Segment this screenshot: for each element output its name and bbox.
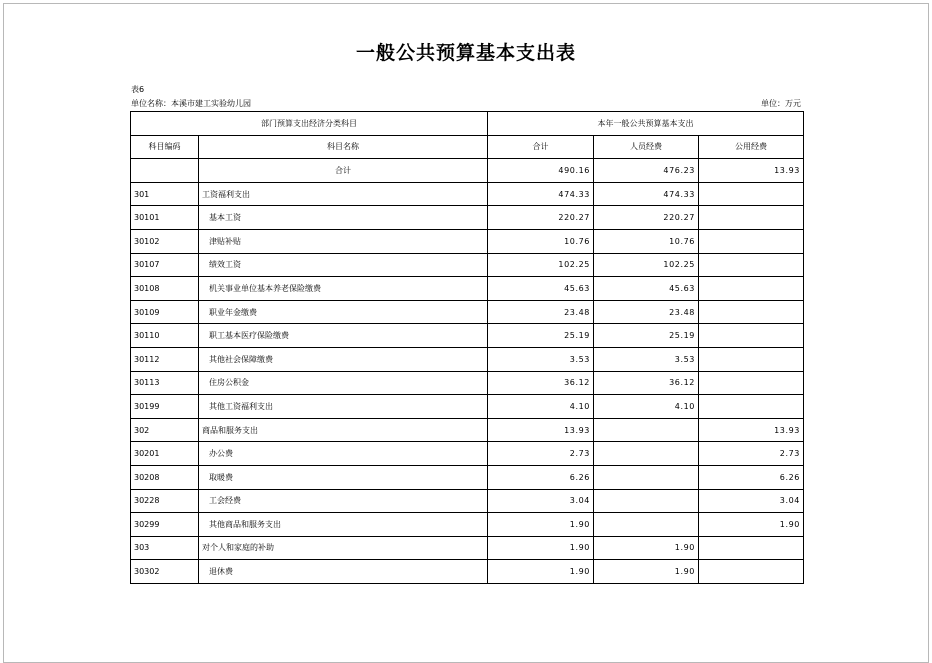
row-code: 30302 <box>131 560 199 584</box>
row-public <box>699 277 804 301</box>
row-name: 基本工资 <box>199 206 488 230</box>
row-code: 30199 <box>131 395 199 419</box>
table-row <box>131 206 804 230</box>
row-public: 13.93 <box>699 418 804 442</box>
row-public <box>699 300 804 324</box>
header-row-group <box>131 112 804 136</box>
row-name: 职业年金缴费 <box>199 300 488 324</box>
table-row <box>131 300 804 324</box>
row-total: 2.73 <box>488 442 594 466</box>
row-code: 30113 <box>131 371 199 395</box>
row-public <box>699 371 804 395</box>
table-row <box>131 465 804 489</box>
row-personnel <box>594 418 699 442</box>
total-personnel: 476.23 <box>594 159 699 183</box>
row-total: 45.63 <box>488 277 594 301</box>
header-public: 公用经费 <box>699 135 804 159</box>
row-code: 30109 <box>131 300 199 324</box>
row-personnel: 474.33 <box>594 182 699 206</box>
row-name: 机关事业单位基本养老保险缴费 <box>199 277 488 301</box>
table-row <box>131 324 804 348</box>
row-code: 30110 <box>131 324 199 348</box>
row-total: 6.26 <box>488 465 594 489</box>
total-row <box>131 159 804 183</box>
row-code: 30102 <box>131 229 199 253</box>
table-row <box>131 371 804 395</box>
table-row <box>131 347 804 371</box>
row-public <box>699 536 804 560</box>
row-personnel: 4.10 <box>594 395 699 419</box>
row-personnel: 102.25 <box>594 253 699 277</box>
row-name: 其他商品和服务支出 <box>199 513 488 537</box>
header-name: 科目名称 <box>199 135 488 159</box>
row-name: 工会经费 <box>199 489 488 513</box>
row-personnel: 10.76 <box>594 229 699 253</box>
row-personnel: 1.90 <box>594 536 699 560</box>
table-row <box>131 536 804 560</box>
row-name: 津贴补贴 <box>199 229 488 253</box>
row-personnel <box>594 442 699 466</box>
row-personnel: 36.12 <box>594 371 699 395</box>
header-code: 科目编码 <box>131 135 199 159</box>
row-code: 303 <box>131 536 199 560</box>
budget-table <box>130 111 804 584</box>
header-row-columns <box>131 135 804 159</box>
row-code: 30107 <box>131 253 199 277</box>
page-title: 一般公共预算基本支出表 <box>355 42 576 64</box>
table-row <box>131 442 804 466</box>
header-group-right: 本年一般公共预算基本支出 <box>488 112 804 136</box>
table-row <box>131 418 804 442</box>
row-name: 其他社会保障缴费 <box>199 347 488 371</box>
table-row <box>131 395 804 419</box>
row-public <box>699 182 804 206</box>
row-public <box>699 229 804 253</box>
row-code: 30201 <box>131 442 199 466</box>
table-row <box>131 489 804 513</box>
row-name: 绩效工资 <box>199 253 488 277</box>
row-name: 住房公积金 <box>199 371 488 395</box>
row-public <box>699 395 804 419</box>
row-total: 1.90 <box>488 536 594 560</box>
total-label: 合计 <box>199 159 488 183</box>
row-personnel <box>594 489 699 513</box>
row-name: 其他工资福利支出 <box>199 395 488 419</box>
row-total: 3.53 <box>488 347 594 371</box>
row-code: 30208 <box>131 465 199 489</box>
row-personnel: 45.63 <box>594 277 699 301</box>
row-total: 474.33 <box>488 182 594 206</box>
currency-unit: 单位：万元 <box>761 99 801 108</box>
row-code: 30101 <box>131 206 199 230</box>
row-public: 1.90 <box>699 513 804 537</box>
row-personnel: 25.19 <box>594 324 699 348</box>
row-personnel: 1.90 <box>594 560 699 584</box>
table-row <box>131 229 804 253</box>
row-personnel <box>594 465 699 489</box>
row-public <box>699 206 804 230</box>
row-name: 对个人和家庭的补助 <box>199 536 488 560</box>
row-total: 23.48 <box>488 300 594 324</box>
row-personnel: 3.53 <box>594 347 699 371</box>
row-code: 302 <box>131 418 199 442</box>
row-total: 3.04 <box>488 489 594 513</box>
row-code: 301 <box>131 182 199 206</box>
row-name: 办公费 <box>199 442 488 466</box>
row-code: 30299 <box>131 513 199 537</box>
row-name: 退休费 <box>199 560 488 584</box>
table-number: 表6 <box>131 85 145 94</box>
row-total: 1.90 <box>488 513 594 537</box>
table-row <box>131 277 804 301</box>
row-total: 1.90 <box>488 560 594 584</box>
table-row <box>131 513 804 537</box>
row-code: 30108 <box>131 277 199 301</box>
row-total: 25.19 <box>488 324 594 348</box>
row-total: 220.27 <box>488 206 594 230</box>
row-personnel: 220.27 <box>594 206 699 230</box>
row-total: 4.10 <box>488 395 594 419</box>
row-code: 30228 <box>131 489 199 513</box>
row-public <box>699 253 804 277</box>
row-code: 30112 <box>131 347 199 371</box>
table-row <box>131 182 804 206</box>
total-total: 490.16 <box>488 159 594 183</box>
header-personnel: 人员经费 <box>594 135 699 159</box>
row-public: 6.26 <box>699 465 804 489</box>
header-total: 合计 <box>488 135 594 159</box>
row-personnel: 23.48 <box>594 300 699 324</box>
row-total: 36.12 <box>488 371 594 395</box>
row-public <box>699 324 804 348</box>
row-total: 102.25 <box>488 253 594 277</box>
row-public <box>699 560 804 584</box>
header-group-left: 部门预算支出经济分类科目 <box>131 112 488 136</box>
unit-name: 单位名称：本溪市建工实验幼儿园 <box>131 99 251 108</box>
total-code-cell <box>131 159 199 183</box>
row-public <box>699 347 804 371</box>
row-total: 10.76 <box>488 229 594 253</box>
row-public: 3.04 <box>699 489 804 513</box>
row-name: 职工基本医疗保险缴费 <box>199 324 488 348</box>
row-total: 13.93 <box>488 418 594 442</box>
row-name: 工资福利支出 <box>199 182 488 206</box>
row-name: 商品和服务支出 <box>199 418 488 442</box>
row-public: 2.73 <box>699 442 804 466</box>
total-public: 13.93 <box>699 159 804 183</box>
row-name: 取暖费 <box>199 465 488 489</box>
row-personnel <box>594 513 699 537</box>
table-row <box>131 560 804 584</box>
table-row <box>131 253 804 277</box>
